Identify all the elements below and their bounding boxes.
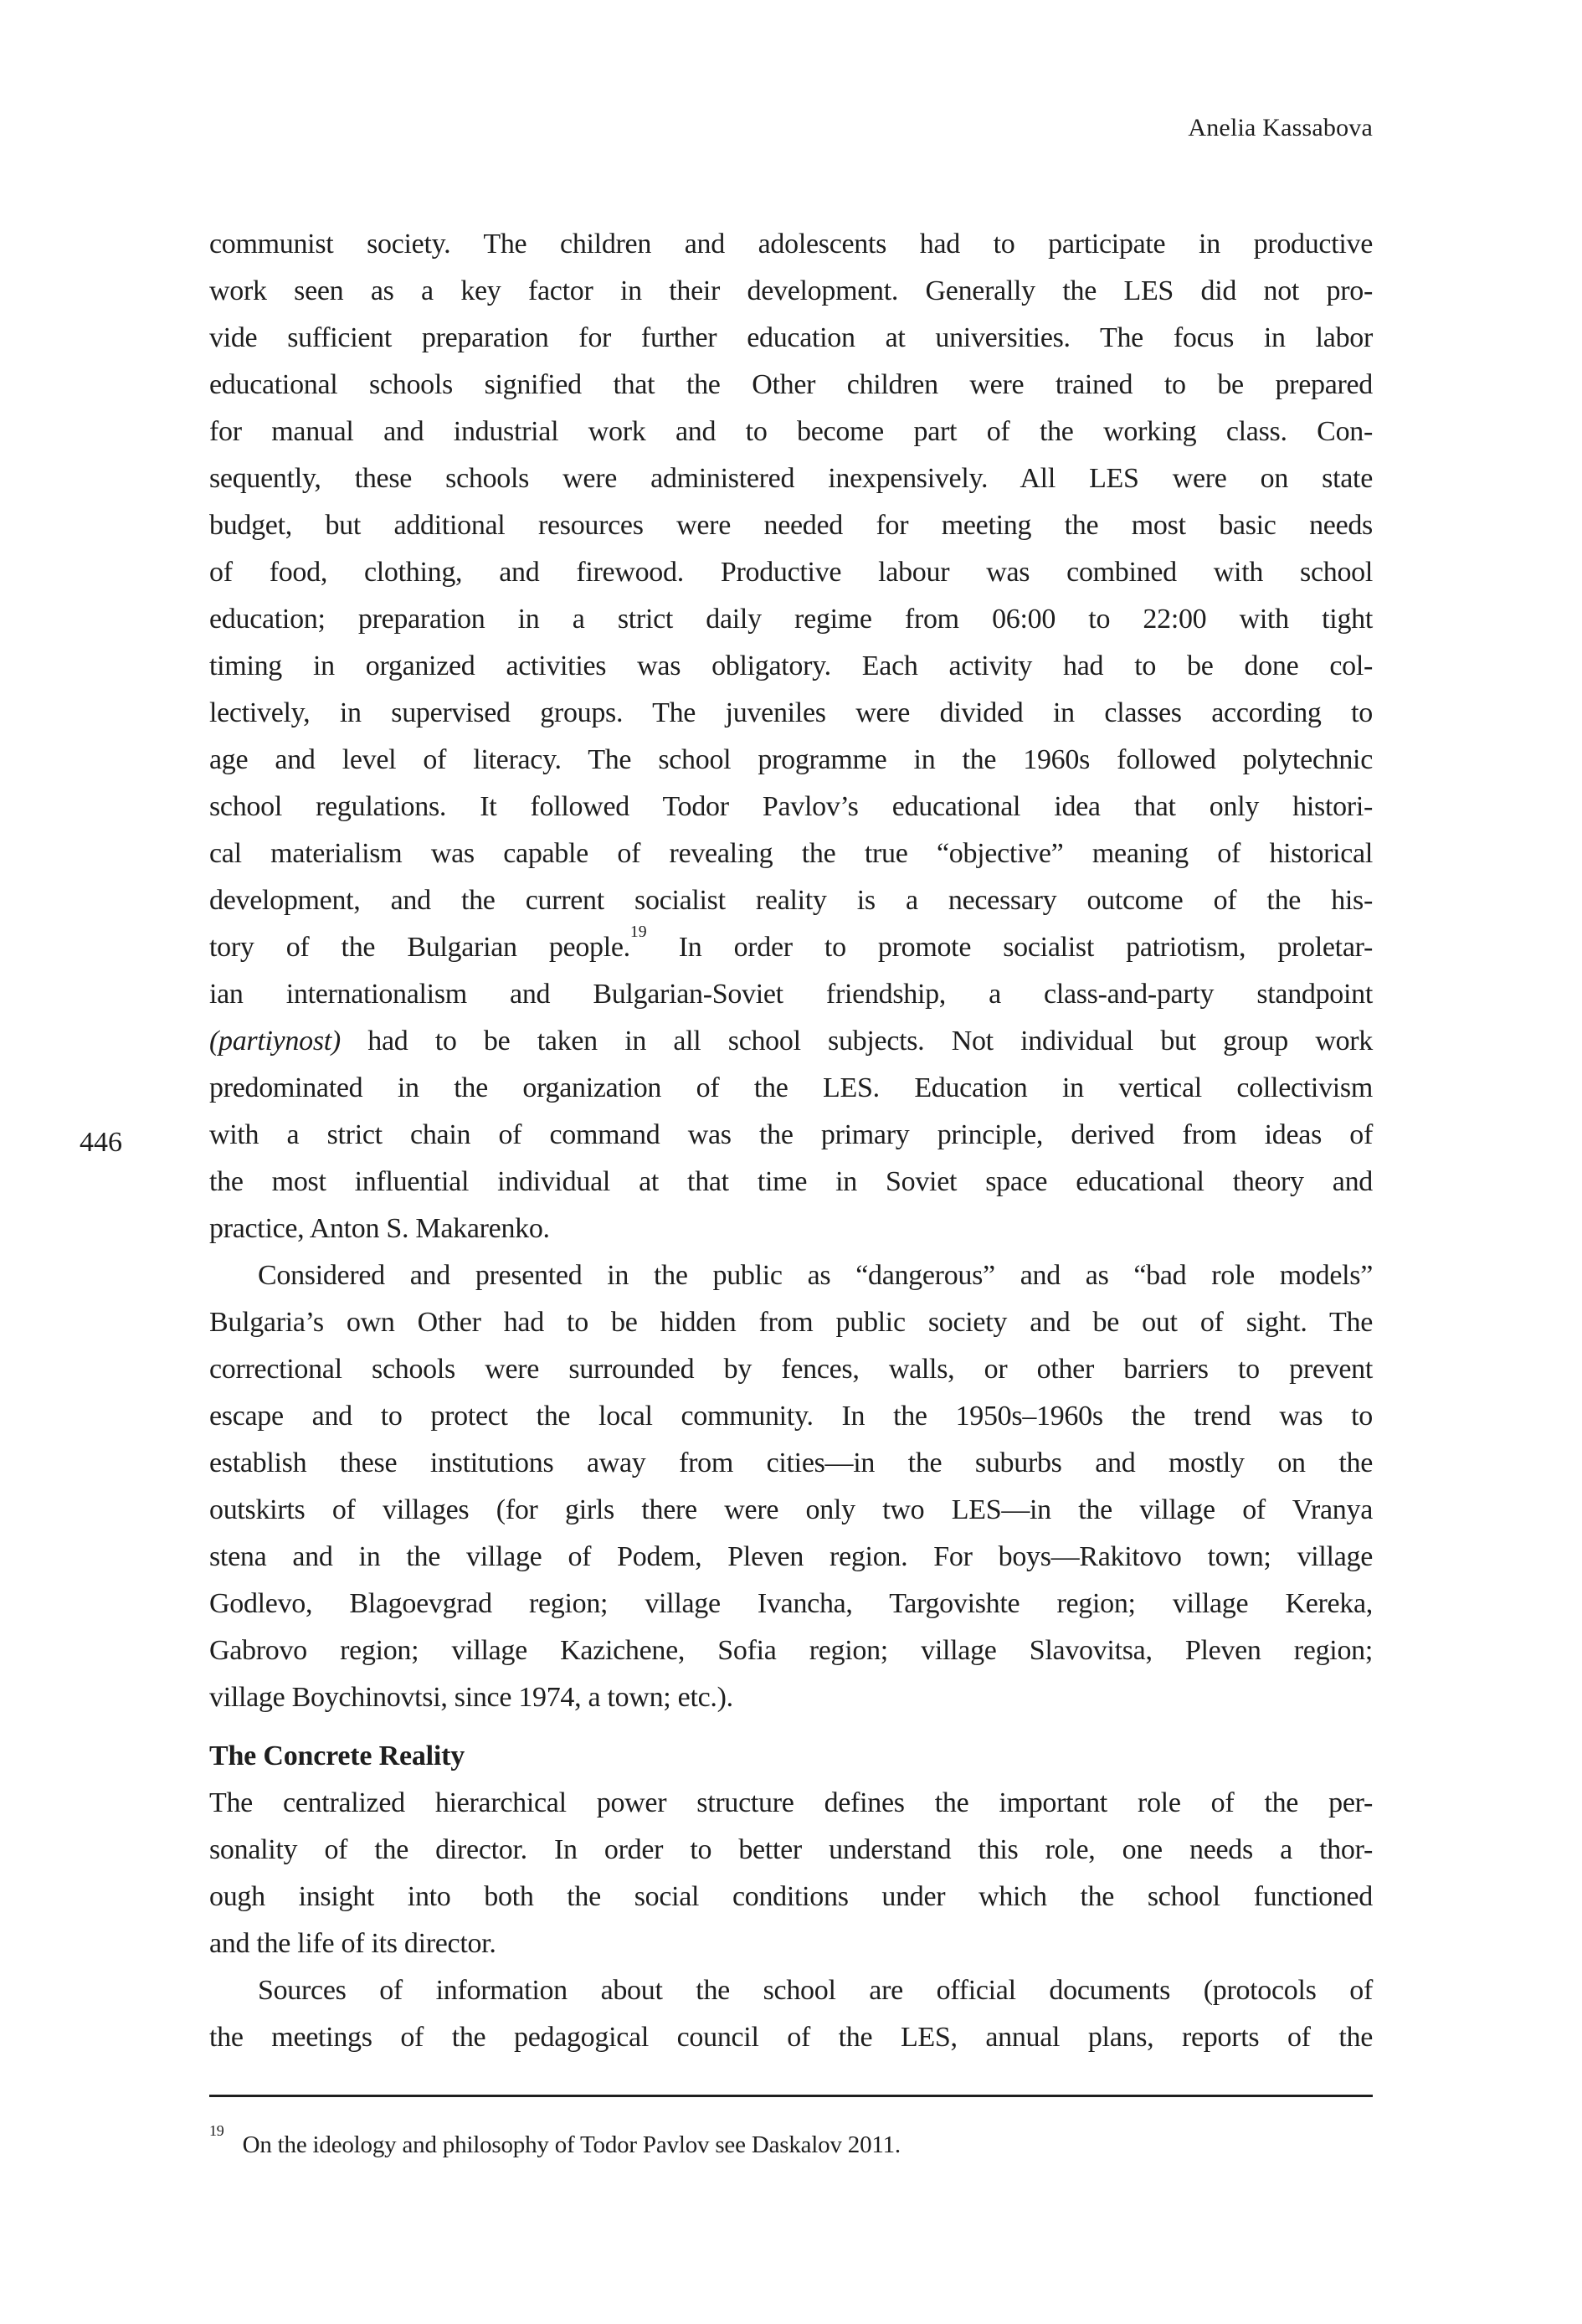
body-line: for manual and industrial work and to become part of the working class. Con- <box>209 416 1373 447</box>
footnote-ref-19: 19 <box>629 922 647 941</box>
body-line: ian internationalism and Bulgarian-Soviet friendship, a class-and-party standpoint <box>209 979 1373 1010</box>
body-line: lectively, in supervised groups. The juveniles were divided in classes according to <box>209 697 1373 728</box>
body-line: Considered and presented in the public as “dangerous” and as “bad role models” <box>258 1260 1373 1291</box>
body-line: school regulations. It followed Todor Pavlov’s educational idea that only histori- <box>209 791 1373 822</box>
body-text: had to be taken in all school subjects. Not individual but group work <box>340 1026 1373 1057</box>
body-line: stena and in the village of Podem, Pleven region. For boys—Rakitovo town; village <box>209 1541 1373 1572</box>
body-text: In order to promote socialist patriotism, proletar- <box>646 932 1373 963</box>
body-line: the most influential individual at that time in Soviet space educational theory and <box>209 1166 1373 1197</box>
body-line: cal materialism was capable of revealing the true “objective” meaning of historical <box>209 838 1373 869</box>
paragraph-1 <box>209 221 1373 1252</box>
body-line: of food, clothing, and firewood. Productive labour was combined with school <box>209 557 1373 588</box>
body-line: Sources of information about the school are official documents (protocols of <box>258 1975 1373 2006</box>
body-line: predominated in the organization of the LES. Education in vertical collectivism <box>209 1072 1373 1103</box>
body-line: vide sufficient preparation for further education at universities. The focus in labor <box>209 322 1373 353</box>
body-line: and the life of its director. <box>209 1928 496 1959</box>
body-line: the meetings of the pedagogical council of the LES, annual plans, reports of the <box>209 2022 1373 2053</box>
body-line: work seen as a key factor in their development. Generally the LES did not pro- <box>209 275 1373 306</box>
body-line: correctional schools were surrounded by fences, walls, or other barriers to prevent <box>209 1354 1373 1385</box>
body-line: Godlevo, Blagoevgrad region; village Ivancha, Targovishte region; village Kereka, <box>209 1588 1373 1619</box>
body-line: with a strict chain of command was the primary principle, derived from ideas of <box>209 1119 1373 1150</box>
text-column <box>209 221 1373 2061</box>
body-line: sequently, these schools were administered inexpensively. All LES were on state <box>209 463 1373 494</box>
body-line: village Boychinovtsi, since 1974, a town; etc.). <box>209 1682 733 1713</box>
body-line: establish these institutions away from cities—in the suburbs and mostly on the <box>209 1447 1373 1478</box>
body-line: Gabrovo region; village Kazichene, Sofia region; village Slavovitsa, Pleven region; <box>209 1635 1373 1666</box>
body-line: escape and to protect the local community. In the 1950s–1960s the trend was to <box>209 1401 1373 1432</box>
body-line: age and level of literacy. The school programme in the 1960s followed polytechnic <box>209 744 1373 775</box>
body-line: The centralized hierarchical power structure defines the important role of the per- <box>209 1787 1373 1818</box>
footnote-separator-rule <box>209 2095 1373 2097</box>
page-number: 446 <box>80 1127 122 1158</box>
body-line: ough insight into both the social conditions under which the school functioned <box>209 1881 1373 1912</box>
body-line: development, and the current socialist reality is a necessary outcome of the his- <box>209 885 1373 916</box>
section-heading: The Concrete Reality <box>209 1740 465 1771</box>
body-line: Bulgaria’s own Other had to be hidden from public society and be out of sight. The <box>209 1307 1373 1338</box>
body-line-with-footnote-ref <box>209 924 1373 971</box>
footnote-text: On the ideology and philosophy of Todor Pavlov see Daskalov 2011. <box>242 2131 901 2158</box>
italic-term: (partiynost) <box>209 1026 341 1057</box>
body-line: practice, Anton S. Makarenko. <box>209 1213 550 1244</box>
body-text: tory of the Bulgarian people. <box>209 932 630 963</box>
paragraph-2 <box>209 1252 1373 1721</box>
footnote <box>209 2122 1373 2163</box>
body-line: outskirts of villages (for girls there were only two LES—in the village of Vranya <box>209 1494 1373 1525</box>
footnote-marker: 19 <box>209 2122 224 2140</box>
running-head-author: Anelia Kassabova <box>1188 114 1373 141</box>
body-line-with-italic-term <box>209 1018 1373 1065</box>
body-line: timing in organized activities was obligatory. Each activity had to be done col- <box>209 650 1373 681</box>
body-line: budget, but additional resources were needed for meeting the most basic needs <box>209 510 1373 541</box>
body-line: educational schools signified that the Other children were trained to be prepared <box>209 369 1373 400</box>
body-line: sonality of the director. In order to better understand this role, one needs a thor- <box>209 1834 1373 1865</box>
body-line: education; preparation in a strict daily regime from 06:00 to 22:00 with tight <box>209 604 1373 635</box>
body-line: communist society. The children and adolescents had to participate in productive <box>209 229 1373 260</box>
paragraph-3 <box>209 1780 1373 1967</box>
paragraph-4 <box>209 1967 1373 2061</box>
